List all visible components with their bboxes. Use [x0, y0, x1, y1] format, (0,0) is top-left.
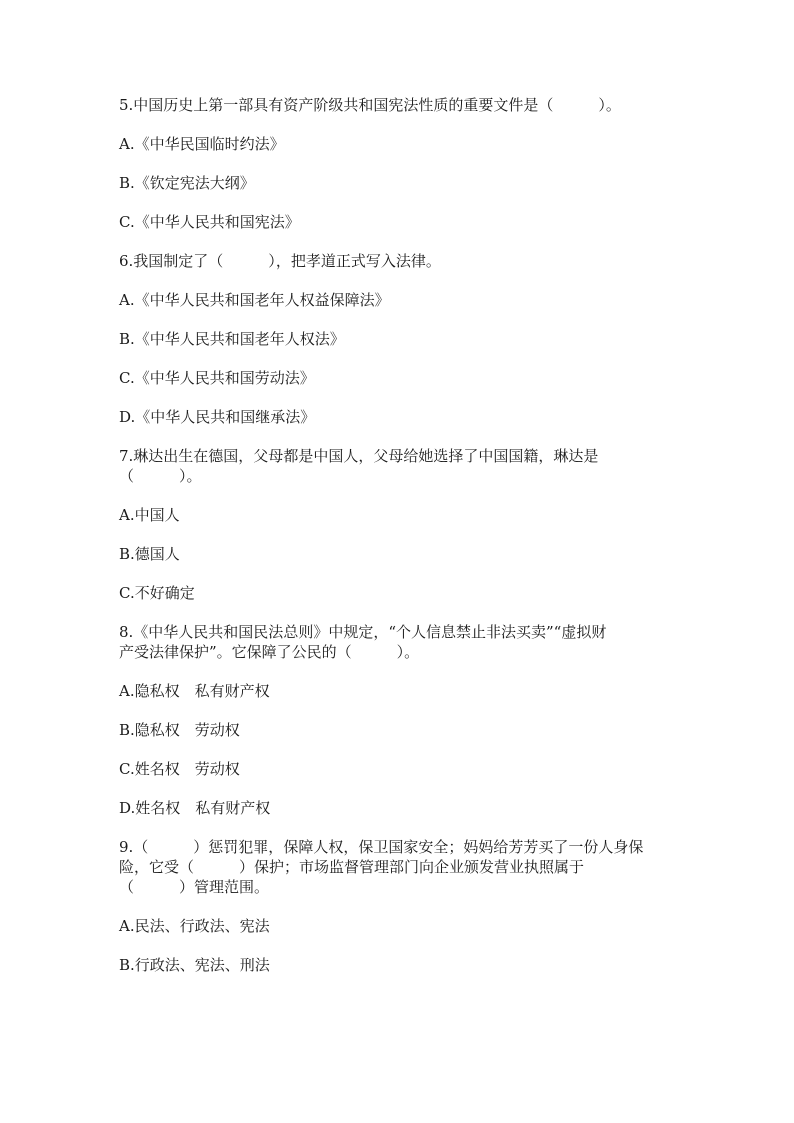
question-list — [119, 95, 679, 994]
option-b: B.德国人 — [119, 545, 180, 563]
option-b: B.隐私权 劳动权 — [119, 721, 240, 739]
question-5 — [119, 95, 679, 232]
option-d: D.《中华人民共和国继承法》 — [119, 408, 316, 426]
question-stem: 5.中国历史上第一部具有资产阶级共和国宪法性质的重要文件是（ ）。 — [119, 96, 621, 114]
option-c: C.《中华人民共和国劳动法》 — [119, 369, 315, 387]
option-a: A.《中华人民共和国老年人权益保障法》 — [119, 291, 390, 309]
option-c: C.《中华人民共和国宪法》 — [119, 213, 300, 231]
question-8 — [119, 622, 679, 818]
option-b: B.行政法、宪法、刑法 — [119, 956, 270, 974]
option-b: B.《钦定宪法大纲》 — [119, 174, 255, 192]
option-c: C.姓名权 劳动权 — [119, 760, 240, 778]
option-a: A.中国人 — [119, 506, 180, 524]
question-9 — [119, 837, 679, 975]
option-a: A.隐私权 私有财产权 — [119, 682, 270, 700]
question-7 — [119, 446, 679, 603]
question-stem: 6.我国制定了（ ），把孝道正式写入法律。 — [119, 252, 441, 270]
option-b: B.《中华人民共和国老年人权法》 — [119, 330, 345, 348]
option-a: A.民法、行政法、宪法 — [119, 917, 270, 935]
option-a: A.《中华民国临时约法》 — [119, 135, 285, 153]
option-c: C.不好确定 — [119, 584, 195, 602]
question-stem: 9.（ ）惩罚犯罪，保障人权，保卫国家安全；妈妈给芳芳买了一份人身保 险，它受（ ）保护；市场监督管理部门向企业颁发营业执照属于 （ ）管理范围。 — [119, 838, 644, 896]
option-d: D.姓名权 私有财产权 — [119, 799, 271, 817]
question-stem: 8.《中华人民共和国民法总则》中规定，“个人信息禁止非法买卖”“虚拟财 产受法律保护”。它保障了公民的（ ）。 — [119, 623, 607, 661]
question-6 — [119, 251, 679, 427]
question-stem: 7.琳达出生在德国，父母都是中国人，父母给她选择了中国国籍，琳达是 （ ）。 — [119, 447, 599, 485]
